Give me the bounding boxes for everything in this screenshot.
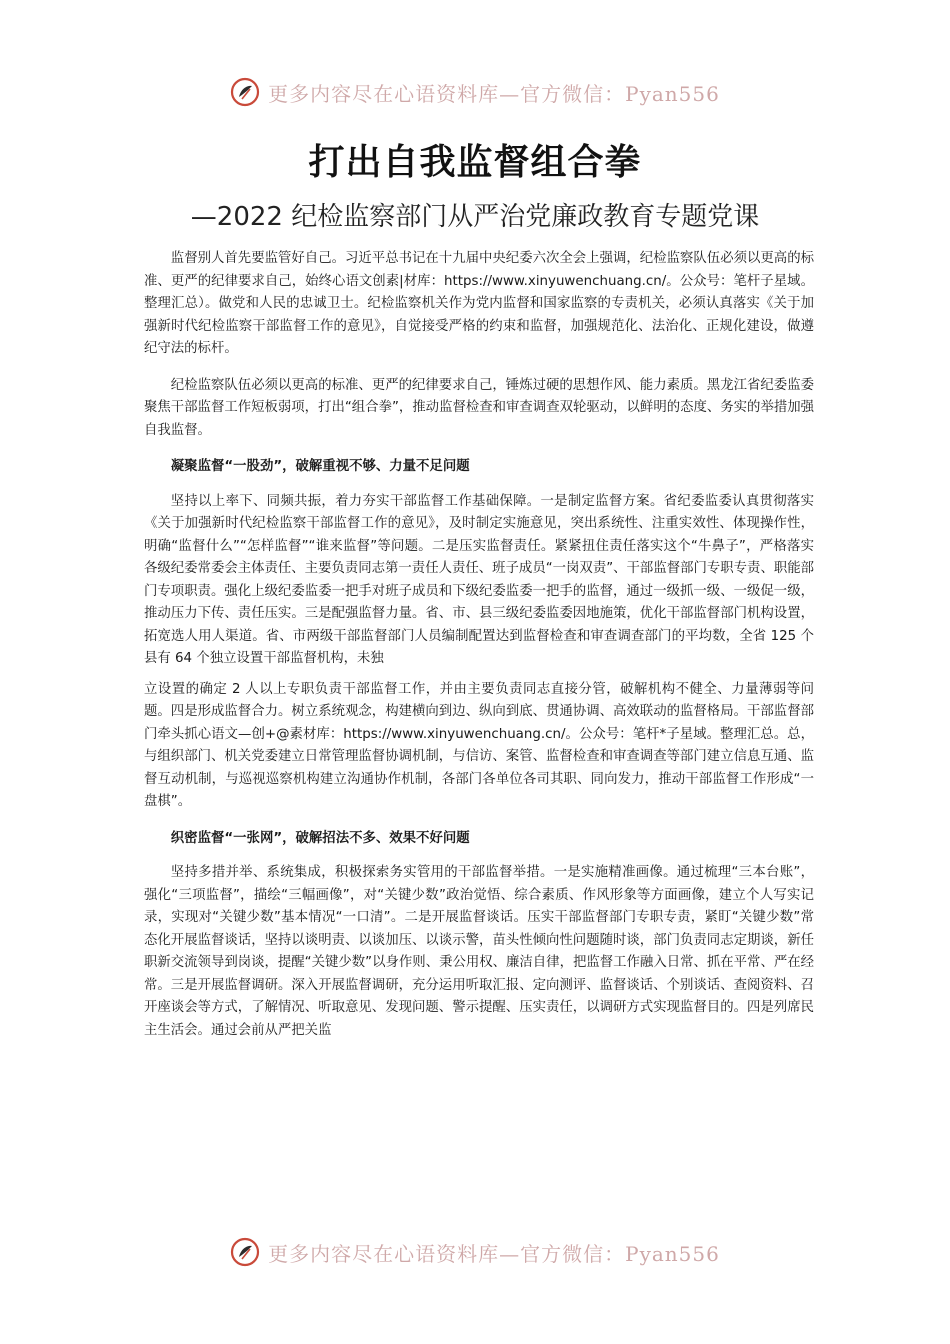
paragraph: 坚持多措并举、系统集成，积极探索务实管用的干部监督举措。一是实施精准画像。通过梳理“三本台账”，强化“三项监督”，描绘“三幅画像”，对“关键少数”政治觉悟、综合素质、作风形象等方面画像，建立个人写实记录，实现对“关键少数”基本情况“一口清”。二是开展监督谈话。压实干部监督部门专职专责，紧盯“关键少数”常态化开展监督谈话，坚持以谈明责、以谈加压、以谈示警，苗头性倾向性问题随时谈，部门负责同志定期谈，新任职新交流领导到岗谈，提醒“关键少数”以身作则、秉公用权、廉洁自律，把监督工作融入日常、抓在平常、严在经常。三是开展监督调研。深入开展监督调研，充分运用听取汇报、定向测评、监督谈话、个别谈话、查阅资料、召开座谈会等方式，了解情况、听取意见、发现问题、警示提醒、压实责任，以调研方式实现监督目的。四是列席民主生活会。通过会前从严把关监 [144, 865, 815, 1038]
paragraph: 纪检监察队伍必须以更高的标准、更严的纪律要求自己，锤炼过硬的思想作风、能力素质。黑龙江省纪委监委聚焦干部监督工作短板弱项，打出“组合拳”，推动监督检查和审查调查双轮驱动，以鲜明的态度、务实的举措加强自我监督。 [144, 377, 815, 438]
section-heading: 凝聚监督“一股劲”，破解重视不够、力量不足问题 [170, 459, 470, 474]
section-heading: 织密监督“一张网”，破解招法不多、效果不好问题 [170, 830, 470, 846]
paragraph: 坚持以上率下、同频共振，着力夯实干部监督工作基础保障。一是制定监督方案。省纪委监委认真贯彻落实《关于加强新时代纪检监察干部监督工作的意见》，及时制定实施意见，突出系统性、注重实效性、体现操作性，明确“监督什么”“怎样监督”“谁来监督”等问题。二是压实监督责任。紧紧扭住责任落实这个“牛鼻子”，严格落实各级纪委常委会主体责任、主要负责同志第一责任人责任、班子成员“一岗双责”、干部监督部门专职专责、职能部门专项职责。强化上级纪委监委一把手对班子成员和下级纪委监委一把手的监督，通过一级抓一级、一级促一级，推动压力下传、责任压实。三是配强监督力量。省、市、县三级纪委监委因地施策，优化干部监督部门机构设置，拓宽选人用人渠道。省、市两级干部监督部门人员编制配置达到监督检查和审查调查部门的平均数，全省 125 个县有 64 个独立设置干部监督机构，未独 [144, 493, 815, 666]
footer-watermark-banner [0, 1234, 950, 1270]
heart-pen-logo-icon [230, 77, 260, 107]
banner-text: 更多内容尽在心语资料库—官方微信：Pyan556 [268, 81, 720, 106]
heart-pen-logo-icon [230, 1237, 260, 1267]
paragraph: 立设置的确定 2 人以上专职负责干部监督工作，并由主要负责同志直接分管，破解机构不健全、力量薄弱等问题。四是形成监督合力。树立系统观念，构建横向到边、纵向到底、贯通协调、高效联动的监督格局。干部监督部门牵头抓心语文—创+@素材库：https://www.xinyuwenchuang.cn/。公众号：笔杆*子星域。整理汇总。总，与组织部门、机关党委建立日常管理监督协调机制，与信访、案管、监督检查和审查调查等部门建立信息互通、监督互动机制，与巡视巡察机构建立沟通协作机制，各部门各单位各司其职、同向发力，推动干部监督工作形成“一盘棋”。 [144, 681, 814, 809]
paragraph: 监督别人首先要监管好自己。习近平总书记在十九届中央纪委六次全会上强调，纪检监察队伍必须以更高的标准、更严的纪律要求自己，始终心语文创素|材库：https://www.xinyuwenchuang.cn/。公众号：笔杆子星域。整理汇总）。做党和人民的忠诚卫士。纪检监察机关作为党内监督和国家监察的专责机关，必须认真落实《关于加强新时代纪检监察干部监督工作的意见》，自觉接受严格的约束和监督，加强规范化、法治化、正规化建设，做遵纪守法的标杆。 [144, 251, 814, 356]
document-subtitle: —2022 纪检监察部门从严治党廉政教育专题党课 [190, 202, 760, 232]
header-watermark-banner [0, 74, 950, 110]
banner-text: 更多内容尽在心语资料库—官方微信：Pyan556 [268, 1241, 720, 1266]
document-body [144, 248, 814, 1056]
document-title: 打出自我监督组合拳 [308, 142, 642, 183]
